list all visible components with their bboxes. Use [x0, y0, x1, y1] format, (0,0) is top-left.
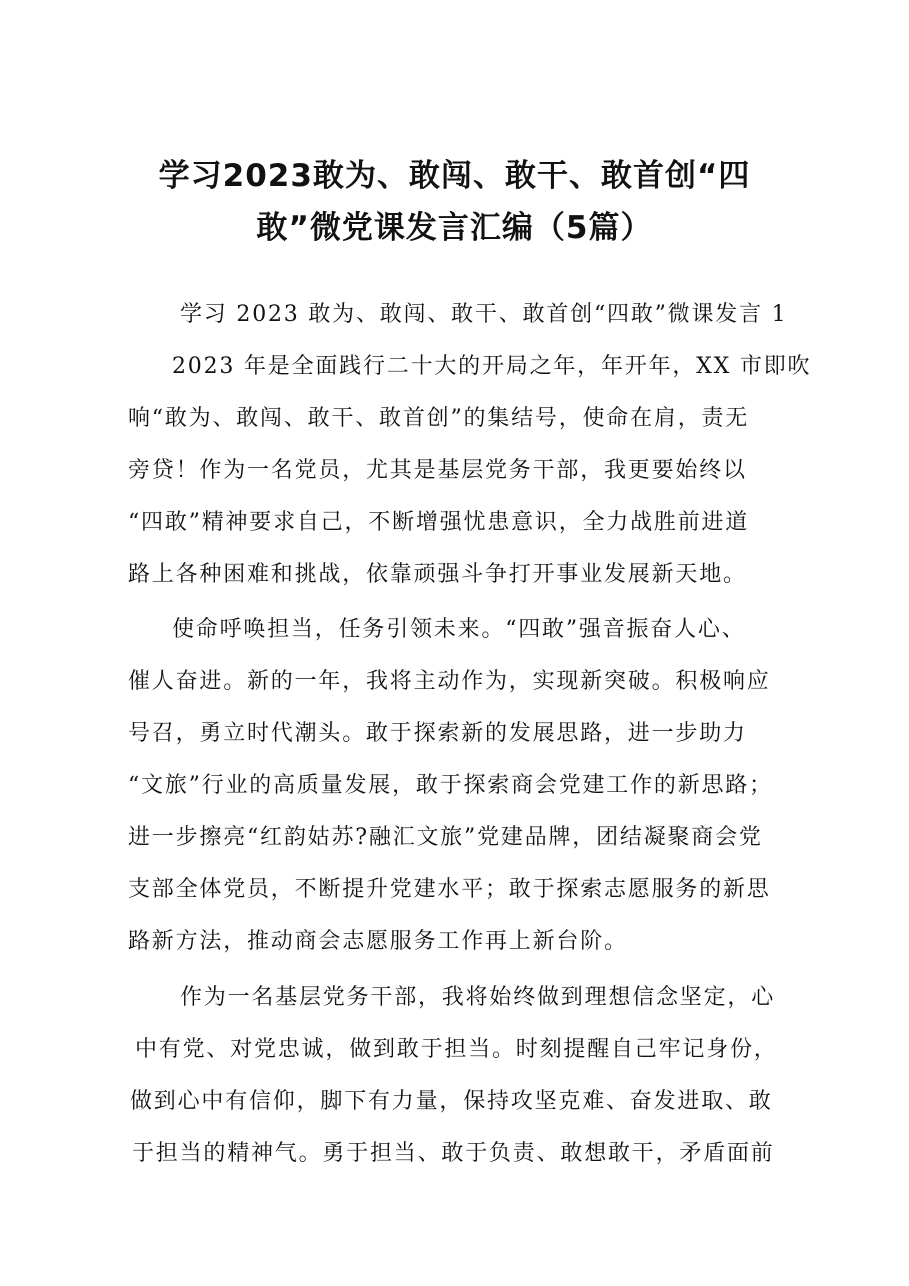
paragraph-line: 旁贷！作为一名党员，尤其是基层党务干部，我更要始终以 — [128, 458, 747, 483]
paragraph-line: 路上各种困难和挑战，依靠顽强斗争打开事业发展新天地。 — [128, 562, 747, 587]
paragraph-line: 于担当的精神气。勇于担当、敢于负责、敢想敢干，矛盾面前 — [132, 1141, 775, 1166]
paragraph-line: 路新方法，推动商会志愿服务工作再上新台阶。 — [128, 929, 628, 954]
document-title — [120, 150, 789, 254]
title-line-1: 学习2023敢为、敢闯、敢干、敢首创“四 — [158, 158, 751, 194]
paragraph-line: 支部全体党员，不断提升党建水平；敢于探索志愿服务的新思 — [128, 877, 771, 902]
title-line-2: 敢”微党课发言汇编（5篇） — [256, 210, 653, 246]
paragraph-line: 进一步擦亮“红韵姑苏?融汇文旅”党建品牌，团结凝聚商会党 — [128, 825, 763, 850]
paragraph-line: 号召，勇立时代潮头。敢于探索新的发展思路，进一步助力 — [128, 721, 747, 746]
paragraph-line: 做到心中有信仰，脚下有力量，保持攻坚克难、奋发进取、敢 — [130, 1089, 773, 1114]
paragraph-line: 作为一名基层党务干部，我将始终做到理想信念坚定，心 — [180, 985, 776, 1010]
paragraph-line: “四敢”精神要求自己，不断增强忧患意识，全力战胜前进道 — [128, 510, 750, 535]
paragraph-line: 使命呼唤担当，任务引领未来。“四敢”强音振奋人心、 — [172, 617, 746, 642]
paragraph-line: 2023 年是全面践行二十大的开局之年，年开年，XX 市即吹 — [172, 354, 812, 379]
paragraph-line: 响“敢为、敢闯、敢干、敢首创”的集结号，使命在肩，责无 — [128, 406, 750, 431]
paragraph-line: 中有党、对党忠诚，做到敢于担当。时刻提醒自己牢记身份， — [135, 1037, 778, 1062]
paragraph-line: “文旅”行业的高质量发展，敢于探索商会党建工作的新思路； — [128, 773, 773, 798]
section-heading: 学习 2023 敢为、敢闯、敢干、敢首创“四敢”微课发言 1 — [180, 302, 788, 327]
paragraph-line: 催人奋进。新的一年，我将主动作为，实现新突破。积极响应 — [128, 669, 771, 694]
